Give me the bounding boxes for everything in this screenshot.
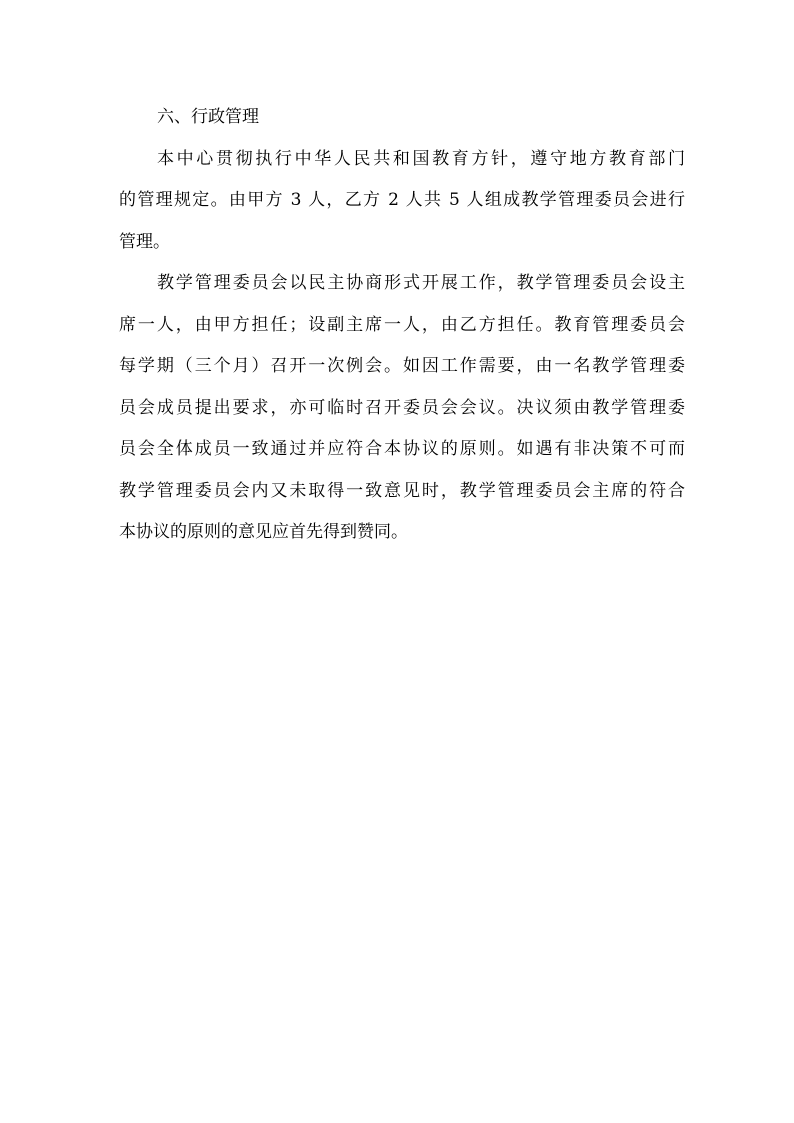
paragraph-line: 管理。 xyxy=(119,231,170,252)
paragraph-line: 员会成员提出要求，亦可临时召开委员会会议。决议须由教学管理委 xyxy=(119,397,685,418)
paragraph-line: 员会全体成员一致通过并应符合本协议的原则。如遇有非决策不可而 xyxy=(119,439,685,459)
section-heading: 六、行政管理 xyxy=(157,107,259,127)
paragraph-line: 本协议的原则的意见应首先得到赞同。 xyxy=(119,522,408,542)
paragraph-2 xyxy=(119,263,685,554)
paragraph-line: 教学管理委员会内又未取得一致意见时，教学管理委员会主席的符合 xyxy=(119,480,685,501)
paragraph-line: 的管理规定。由甲方 3 人，乙方 2 人共 5 人组成教学管理委员会进行 xyxy=(119,190,685,210)
paragraph-line: 教学管理委员会以民主协商形式开展工作，教学管理委员会设主 xyxy=(157,273,685,293)
paragraph-line: 本中心贯彻执行中华人民共和国教育方针，遵守地方教育部门 xyxy=(157,148,685,169)
paragraph-line: 每学期（三个月）召开一次例会。如因工作需要，由一名教学管理委 xyxy=(119,356,685,376)
paragraph-line: 席一人，由甲方担任；设副主席一人，由乙方担任。教育管理委员会 xyxy=(119,314,685,335)
paragraph-1 xyxy=(119,139,685,264)
document-body xyxy=(119,97,685,554)
